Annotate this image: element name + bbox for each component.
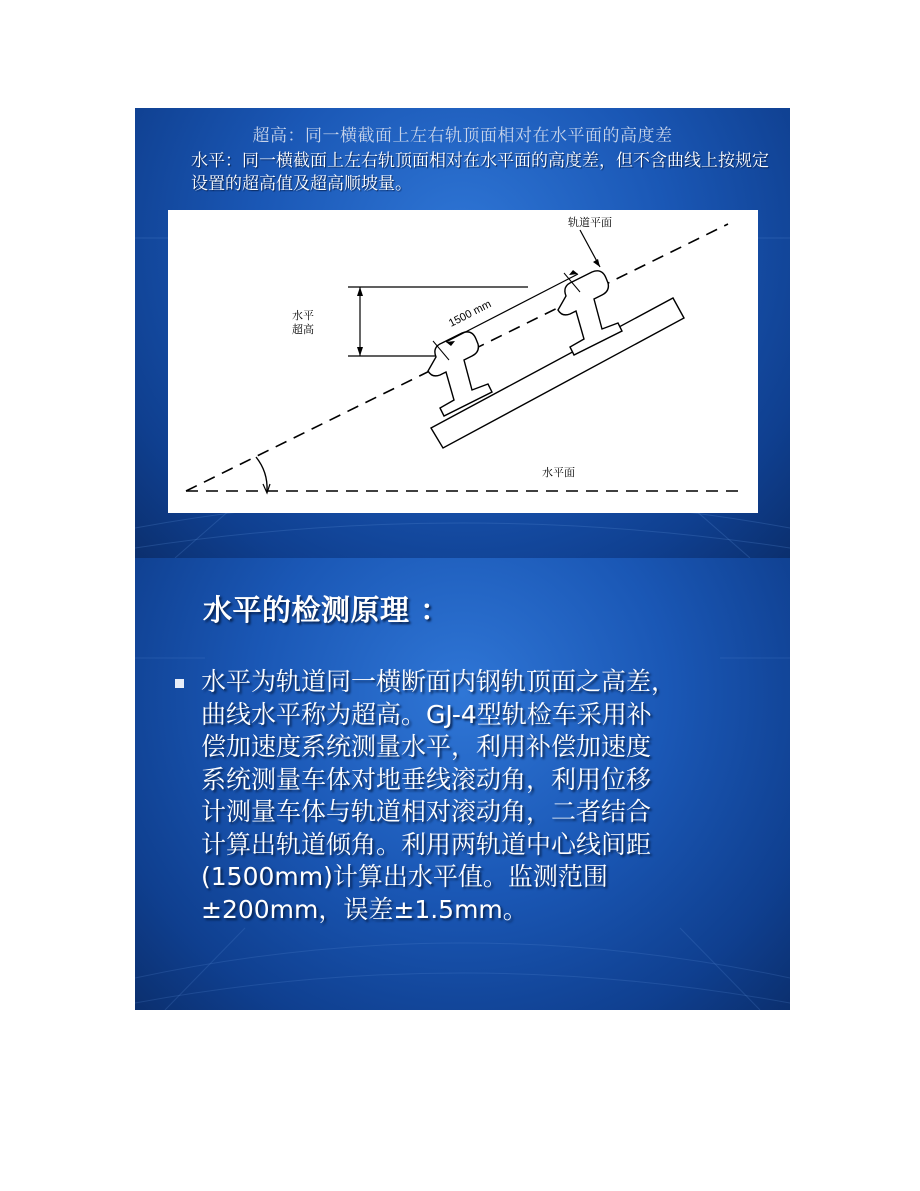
gauge-label: 1500 mm <box>446 298 494 330</box>
superelevation-diagram <box>168 210 758 513</box>
incline-angle-arc <box>256 457 267 491</box>
slide-level-detection <box>135 558 790 1010</box>
bullet-text: 水平为轨道同一横断面内钢轨顶面之高差， 曲线水平称为超高。GJ-4型轨检车采用补 偿加速度系统测量水平，利用补偿加速度 系统测量车体对地垂线滚动角，利用位移 计测量车体与轨道相对滚动角，二者结合 计算出轨道倾角。利用两轨道中心线间距 (1500mm)计算出水平值。监测范围 ±200mm，误差±1.5mm。 <box>201 667 677 924</box>
level-definition: 水平：同一横截面上左右轨顶面相对在水平面的高度差，但不含曲线上按规定设置的超高值及超高顺坡量。 <box>191 151 769 194</box>
horizontal-plane-label: 水平面 <box>542 467 575 479</box>
slide-heading: 水平的检测原理 ： <box>203 593 450 627</box>
slide-superelevation <box>135 108 790 558</box>
level-label: 水平 <box>292 310 314 322</box>
bullet-icon <box>175 679 184 688</box>
track-plane-label: 轨道平面 <box>568 217 612 229</box>
superelevation-label: 超高 <box>292 324 314 336</box>
superelevation-definition: 超高：同一横截面上左右轨顶面相对在水平面的高度差 <box>252 126 673 146</box>
